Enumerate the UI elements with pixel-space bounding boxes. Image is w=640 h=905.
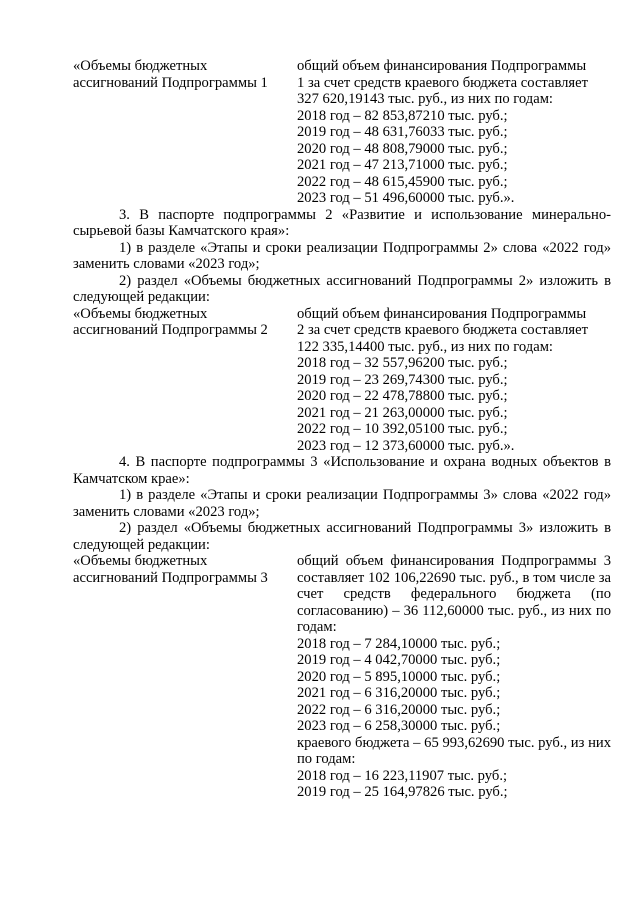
label-line: «Объемы бюджетных [73, 553, 208, 569]
value-line: 2021 год – 21 263,00000 тыс. руб.; [297, 404, 508, 421]
label-line: ассигнований Подпрограммы 2 [73, 322, 268, 338]
label-line: «Объемы бюджетных [73, 58, 208, 74]
budget-table-subprogram-1 [73, 58, 611, 207]
value-line: 2021 год – 6 316,20000 тыс. руб.; [297, 685, 501, 701]
budget-value [297, 58, 611, 207]
value-line: 2022 год – 10 392,05100 тыс. руб.; [297, 421, 508, 437]
value-line: 2018 год – 82 853,87210 тыс. руб.; [297, 107, 508, 124]
value-line: 2022 год – 6 316,20000 тыс. руб.; [297, 701, 501, 718]
value-line: 2018 год – 32 557,96200 тыс. руб.; [297, 355, 508, 371]
value-line: 2023 год – 12 373,60000 тыс. руб.». [297, 437, 515, 454]
budget-value [297, 553, 611, 801]
value-line: 327 620,19143 тыс. руб., из них по годам: [297, 91, 553, 107]
value-line: 2020 год – 22 478,78800 тыс. руб.; [297, 388, 508, 404]
budget-label [73, 58, 297, 91]
document-page [73, 58, 611, 801]
regional-intro: краевого бюджета – 65 993,62690 тыс. руб., из них по годам: [297, 734, 611, 767]
paragraph-3-item-1: 1) в разделе «Этапы и сроки реализации Подпрограммы 2» слова «2022 год» заменить словами «2023 год»; [73, 239, 611, 272]
value-line: 2019 год – 25 164,97826 тыс. руб.; [297, 784, 508, 800]
value-line: 2021 год – 47 213,71000 тыс. руб.; [297, 157, 508, 173]
value-line: 2020 год – 48 808,79000 тыс. руб.; [297, 140, 508, 157]
budget-table-subprogram-3 [73, 553, 611, 801]
value-line: 2019 год – 48 631,76033 тыс. руб.; [297, 124, 508, 140]
label-line: ассигнований Подпрограммы 3 [73, 569, 268, 586]
paragraph-4-item-2: 2) раздел «Объемы бюджетных ассигнований Подпрограммы 3» изложить в следующей редакции: [73, 520, 611, 553]
value-line: общий объем финансирования Подпрограммы [297, 305, 587, 322]
value-line: 1 за счет средств краевого бюджета составляет [297, 74, 588, 91]
value-line: 2018 год – 7 284,10000 тыс. руб.; [297, 635, 501, 652]
budget-label [73, 306, 297, 339]
label-line: «Объемы бюджетных [73, 305, 208, 322]
paragraph-4-item-1: 1) в разделе «Этапы и сроки реализации Подпрограммы 3» слова «2022 год» заменить словами «2023 год»; [73, 487, 611, 520]
value-line: 2023 год – 6 258,30000 тыс. руб.; [297, 718, 501, 734]
value-intro: общий объем финансирования Подпрограммы 3 составляет 102 106,22690 тыс. руб., в том числе за счет средств федерального бюджета (по согласованию) – 36 112,60000 тыс. руб., из них по годам: [297, 553, 611, 635]
budget-value [297, 306, 611, 455]
budget-table-subprogram-2 [73, 306, 611, 455]
value-line: 2019 год – 4 042,70000 тыс. руб.; [297, 652, 501, 668]
value-line: 2023 год – 51 496,60000 тыс. руб.». [297, 190, 515, 206]
value-line: общий объем финансирования Подпрограммы [297, 58, 587, 74]
value-line: 2 за счет средств краевого бюджета составляет [297, 322, 588, 338]
paragraph-4: 4. В паспорте подпрограммы 3 «Использование и охрана водных объектов в Камчатском крае»: [73, 454, 611, 487]
budget-label [73, 553, 297, 586]
value-line: 2022 год – 48 615,45900 тыс. руб.; [297, 173, 508, 190]
paragraph-3-item-2: 2) раздел «Объемы бюджетных ассигнований Подпрограммы 2» изложить в следующей редакции: [73, 272, 611, 305]
value-line: 2020 год – 5 895,10000 тыс. руб.; [297, 668, 501, 685]
value-line: 2019 год – 23 269,74300 тыс. руб.; [297, 371, 508, 388]
paragraph-3: 3. В паспорте подпрограммы 2 «Развитие и использование минерально-сырьевой базы Камчатского края»: [73, 206, 611, 239]
label-line: ассигнований Подпрограммы 1 [73, 74, 268, 91]
value-line: 122 335,14400 тыс. руб., из них по годам: [297, 338, 553, 355]
value-line: 2018 год – 16 223,11907 тыс. руб.; [297, 767, 508, 784]
